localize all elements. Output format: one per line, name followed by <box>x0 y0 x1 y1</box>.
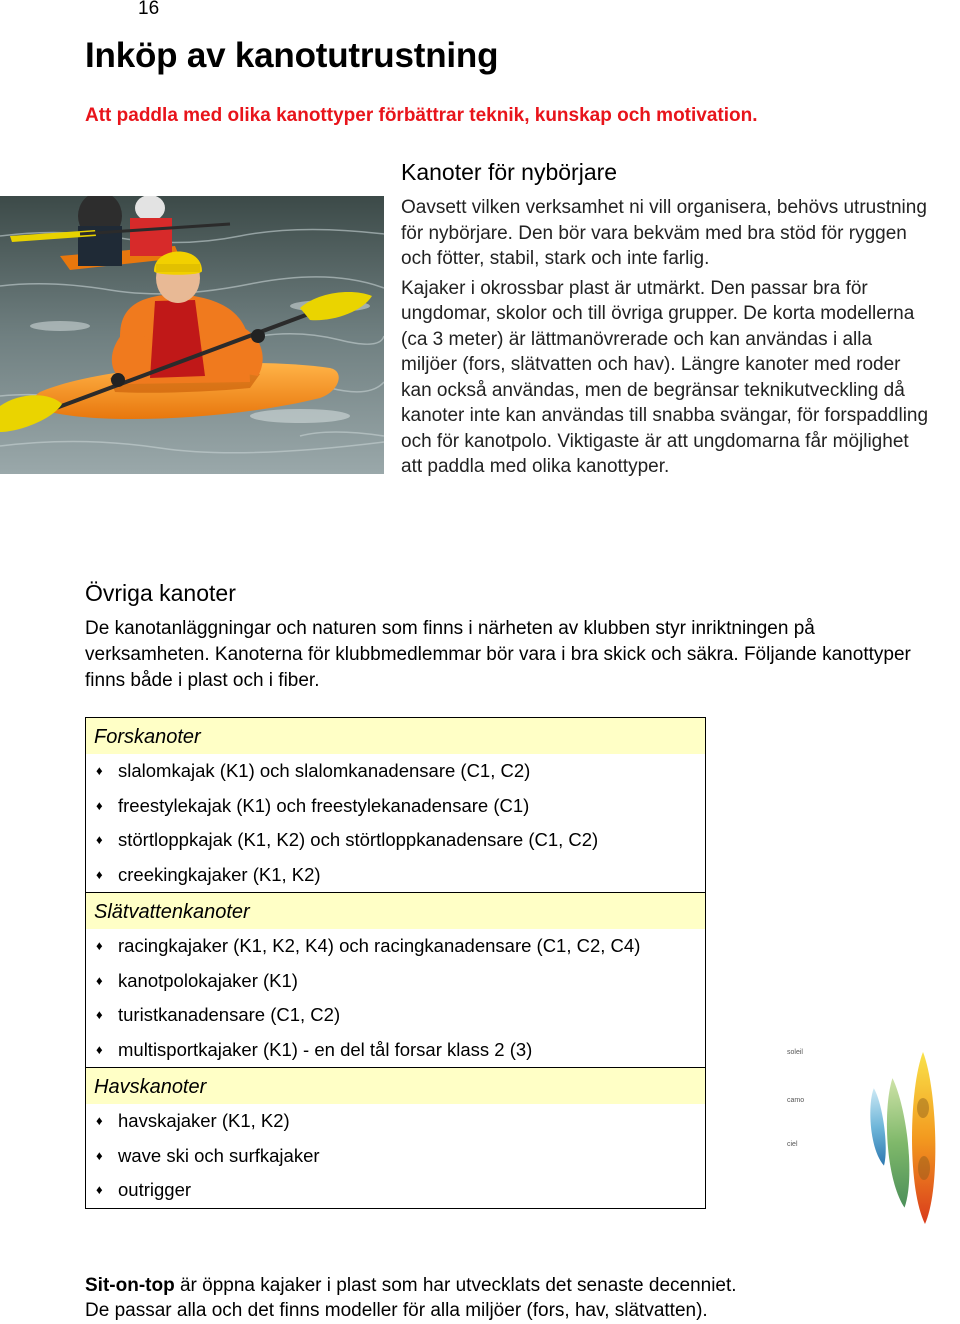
diamond-bullet-icon: ♦ <box>96 797 103 813</box>
list-item: ♦ havskajaker (K1, K2) <box>86 1104 705 1139</box>
sit-on-top-note <box>85 1273 945 1323</box>
diamond-bullet-icon: ♦ <box>96 763 103 778</box>
diamond-bullet-icon: ♦ <box>96 866 103 882</box>
list-item: ♦ outrigger <box>86 1173 705 1208</box>
category-list <box>86 929 705 1067</box>
beginners-paragraph-2: Kajaker i okrossbar plast är utmärkt. Den passar bra för ungdomar, skolor och till övriga grupper. De korta modellerna (ca 3 meter) är lättmanövrerade och kan användas i alla miljöer (fors, slätvatten och hav). Längre kanoter med roder kan också användas, men de begränsar teknikutveckling då kanoter inte kan användas till snabba svängar, för forspaddling och för kanotpolo. Viktigaste är att ungdomarna får möjlighet att paddla med olika kanottyper. <box>401 277 929 477</box>
diamond-bullet-icon: ♦ <box>96 1182 103 1197</box>
footer-line-1: Sit-on-top är öppna kajaker i plast som har utvecklats det senaste decenniet. <box>85 1275 737 1296</box>
other-canoes-heading: Övriga kanoter <box>85 580 236 606</box>
category-list <box>86 754 705 892</box>
kayakers-illustration <box>0 196 384 474</box>
list-item: ♦ creekingkajaker (K1, K2) <box>86 858 705 893</box>
page-subtitle: Att paddla med olika kanottyper förbättrar teknik, kunskap och motivation. <box>85 105 758 126</box>
page-number: 16 <box>138 0 160 19</box>
kayak-label: ciel <box>787 1141 798 1148</box>
category-header: Forskanoter <box>86 718 705 754</box>
footer-line-2: De passar alla och det finns modeller för alla miljöer (fors, hav, slätvatten). <box>85 1300 708 1321</box>
list-item: ♦ turistkanadensare (C1, C2) <box>86 998 705 1033</box>
kayaks-illustration <box>775 1048 955 1228</box>
diamond-bullet-icon: ♦ <box>96 832 103 847</box>
beginners-heading: Kanoter för nybörjare <box>401 159 618 185</box>
kayak-label: soleil <box>787 1049 803 1056</box>
list-item: ♦ störtloppkajak (K1, K2) och störtloppkanadensare (C1, C2) <box>86 823 705 858</box>
sit-on-top-kayaks-image <box>775 1048 955 1228</box>
list-item: ♦ slalomkajak (K1) och slalomkanadensare (C1, C2) <box>86 754 705 789</box>
diamond-bullet-icon: ♦ <box>96 1007 103 1022</box>
list-item: ♦ freestylekajak (K1) och freestylekanadensare (C1) <box>86 789 705 824</box>
diamond-bullet-icon: ♦ <box>96 1113 103 1128</box>
category-list <box>86 1104 705 1208</box>
sit-on-top-term: Sit-on-top <box>85 1275 175 1296</box>
kayakers-photo <box>0 196 384 474</box>
other-canoes-text: De kanotanläggningar och naturen som finns i närheten av klubben styr inriktningen på verksamheten. Kanoterna för klubbmedlemmar bör vara i bra skick och säkra. Följande kanottyper finns både i plast och i fiber. <box>85 618 911 691</box>
canoe-types-table <box>85 717 706 1209</box>
list-item: ♦ kanotpolokajaker (K1) <box>86 964 705 999</box>
category-header: Slätvattenkanoter <box>86 892 705 929</box>
category-header: Havskanoter <box>86 1067 705 1104</box>
list-item: ♦ wave ski och surfkajaker <box>86 1139 705 1174</box>
kayak-label: camo <box>787 1097 805 1104</box>
diamond-bullet-icon: ♦ <box>96 1147 103 1163</box>
page-title: Inköp av kanotutrustning <box>85 36 499 75</box>
list-item: ♦ racingkajaker (K1, K2, K4) och racingkanadensare (C1, C2, C4) <box>86 929 705 964</box>
diamond-bullet-icon: ♦ <box>96 938 103 953</box>
beginners-section <box>401 158 931 484</box>
list-item: ♦ multisportkajaker (K1) - en del tål forsar klass 2 (3) <box>86 1033 705 1068</box>
beginners-paragraph-1: Oavsett vilken verksamhet ni vill organisera, behövs utrustning för nybörjare. Den bör vara bekväm med bra stöd för ryggen och fötter, stabil, stark och inte farlig. <box>401 197 927 269</box>
diamond-bullet-icon: ♦ <box>96 1041 103 1057</box>
other-canoes-section <box>85 579 935 694</box>
diamond-bullet-icon: ♦ <box>96 972 103 988</box>
